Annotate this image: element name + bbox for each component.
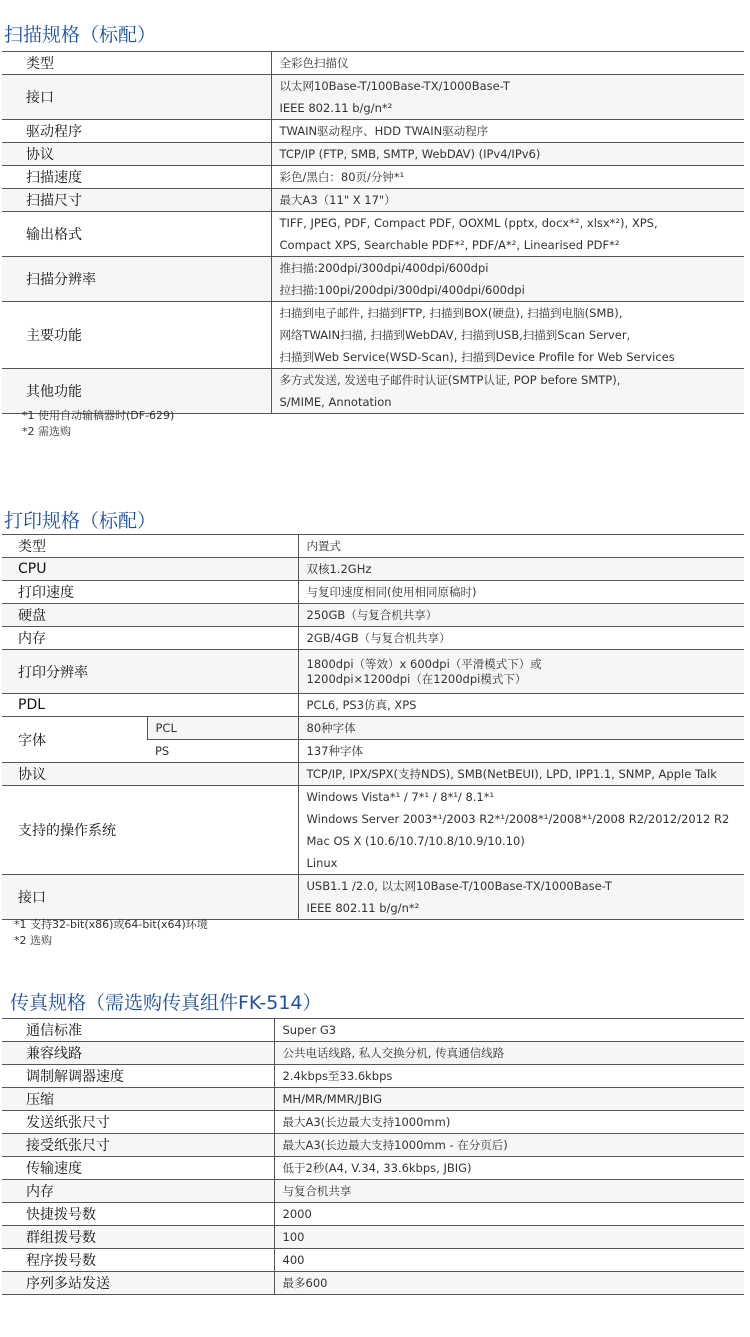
row-label: 压缩	[2, 1088, 274, 1111]
table-row	[2, 1272, 744, 1295]
row-value: 扫描到电子邮件, 扫描到FTP, 扫描到BOX(硬盘), 扫描到电脑(SMB), 网络TWAIN扫描, 扫描到WebDAV, 扫描到USB,扫描到Scan Server, 扫描到Web Service(WSD-Scan), 扫描到Device Profile for Web Services	[271, 302, 744, 369]
row-value: 80种字体	[298, 717, 744, 740]
row-label: 兼容线路	[2, 1042, 274, 1065]
row-value: 内置式	[298, 535, 744, 558]
table-row	[2, 369, 744, 414]
row-value: 100	[274, 1226, 744, 1249]
row-label: 通信标准	[2, 1019, 274, 1042]
row-value: 与复合机共享	[274, 1180, 744, 1203]
font-sub-label: PS	[147, 740, 298, 763]
table-row	[2, 581, 744, 604]
row-value: PCL6, PS3仿真, XPS	[298, 694, 744, 717]
table-row	[2, 1088, 744, 1111]
table-row	[2, 52, 744, 75]
row-label: 支持的操作系统	[2, 786, 298, 875]
row-label: 内存	[2, 627, 298, 650]
table-row	[2, 1249, 744, 1272]
row-value: 最大A3(长边最大支持1000mm)	[274, 1111, 744, 1134]
row-value: 以太网10Base-T/100Base-TX/1000Base-T IEEE 802.11 b/g/n*²	[271, 75, 744, 120]
fax-spec-table	[2, 1018, 744, 1295]
table-row	[2, 1157, 744, 1180]
row-value: 2.4kbps至33.6kbps	[274, 1065, 744, 1088]
row-label: 接口	[2, 875, 298, 920]
row-value: Windows Vista*¹ / 7*¹ / 8*¹/ 8.1*¹ Windows Server 2003*¹/2003 R2*¹/2008*¹/2008*¹/2008 R2/2012/2012 R2 Mac OS X (10.6/10.7/10.8/10.9/10.10) Linux	[298, 786, 744, 875]
row-value: 1800dpi（等效）x 600dpi（平滑模式下）或 1200dpi×1200dpi（在1200dpi模式下）	[298, 650, 744, 694]
table-row	[2, 189, 744, 212]
row-value: USB1.1 /2.0, 以太网10Base-T/100Base-TX/1000Base-T IEEE 802.11 b/g/n*²	[298, 875, 744, 920]
row-label: 接受纸张尺寸	[2, 1134, 274, 1157]
table-row	[2, 302, 744, 369]
row-label: PDL	[2, 694, 298, 717]
row-label: 扫描分辨率	[2, 257, 271, 302]
row-label: 驱动程序	[2, 120, 271, 143]
font-sub-label: PCL	[147, 717, 298, 740]
table-row	[2, 1180, 744, 1203]
scan-spec-table	[2, 51, 744, 414]
table-row	[2, 717, 744, 740]
row-label: 类型	[2, 535, 298, 558]
footnote: *1 使用自动输稿器时(DF-629)	[22, 409, 175, 422]
table-row	[2, 143, 744, 166]
row-label: 扫描尺寸	[2, 189, 271, 212]
footnote: *2 选购	[14, 934, 52, 947]
table-row	[2, 558, 744, 581]
row-label: 程序拨号数	[2, 1249, 274, 1272]
table-row	[2, 75, 744, 120]
row-label: 类型	[2, 52, 271, 75]
row-value: 400	[274, 1249, 744, 1272]
row-value: TWAIN驱动程序、HDD TWAIN驱动程序	[271, 120, 744, 143]
row-value: 推扫描:200dpi/300dpi/400dpi/600dpi 拉扫描:100pi/200dpi/300dpi/400dpi/600dpi	[271, 257, 744, 302]
row-label: 打印速度	[2, 581, 298, 604]
footnote: *2 需选购	[22, 425, 71, 438]
table-row	[2, 650, 744, 694]
row-value: 最大A3（11" X 17"）	[271, 189, 744, 212]
row-label: 序列多站发送	[2, 1272, 274, 1295]
print-notes	[14, 917, 208, 949]
table-row	[2, 166, 744, 189]
row-value: 双核1.2GHz	[298, 558, 744, 581]
row-label: 硬盘	[2, 604, 298, 627]
row-label: 主要功能	[2, 302, 271, 369]
row-value: 250GB（与复合机共享）	[298, 604, 744, 627]
row-label: 输出格式	[2, 212, 271, 257]
footnote: *1 支持32-bit(x86)或64-bit(x64)环境	[14, 918, 208, 931]
row-value: 公共电话线路, 私人交换分机, 传真通信线路	[274, 1042, 744, 1065]
row-label: 打印分辨率	[2, 650, 298, 694]
row-value: 多方式发送, 发送电子邮件时认证(SMTP认证, POP before SMTP), S/MIME, Annotation	[271, 369, 744, 414]
row-label: 传输速度	[2, 1157, 274, 1180]
table-row	[2, 212, 744, 257]
table-row	[2, 786, 744, 875]
row-value: MH/MR/MMR/JBIG	[274, 1088, 744, 1111]
print-spec-table	[2, 534, 744, 920]
table-row	[2, 875, 744, 920]
row-label: 接口	[2, 75, 271, 120]
table-row	[2, 120, 744, 143]
row-label: CPU	[2, 558, 298, 581]
row-value: 最大A3(长边最大支持1000mm - 在分页后)	[274, 1134, 744, 1157]
table-row	[2, 257, 744, 302]
row-value: 137种字体	[298, 740, 744, 763]
row-value: 与复印速度相同(使用相同原稿时)	[298, 581, 744, 604]
table-row	[2, 763, 744, 786]
row-value: TIFF, JPEG, PDF, Compact PDF, OOXML (pptx, docx*², xlsx*²), XPS, Compact XPS, Searchable PDF*², PDF/A*², Linearised PDF*²	[271, 212, 744, 257]
table-row	[2, 1203, 744, 1226]
table-row	[2, 1111, 744, 1134]
table-row	[2, 1065, 744, 1088]
row-value: 最多600	[274, 1272, 744, 1295]
table-row	[2, 1042, 744, 1065]
row-label: 其他功能	[2, 369, 271, 414]
row-label: 快捷拨号数	[2, 1203, 274, 1226]
fax-spec-title: 传真规格（需选购传真组件FK-514）	[10, 992, 322, 1014]
table-row	[2, 627, 744, 650]
row-label: 字体	[2, 717, 147, 763]
row-value: Super G3	[274, 1019, 744, 1042]
table-row	[2, 1226, 744, 1249]
row-value: 2000	[274, 1203, 744, 1226]
row-value: 彩色/黑白：80页/分钟*¹	[271, 166, 744, 189]
row-label: 调制解调器速度	[2, 1065, 274, 1088]
table-row	[2, 694, 744, 717]
print-spec-title: 打印规格（标配）	[4, 510, 157, 532]
table-row	[2, 1134, 744, 1157]
row-value: 2GB/4GB（与复合机共享）	[298, 627, 744, 650]
row-value: 低于2秒(A4, V.34, 33.6kbps, JBIG)	[274, 1157, 744, 1180]
row-label: 发送纸张尺寸	[2, 1111, 274, 1134]
row-label: 内存	[2, 1180, 274, 1203]
row-value: 全彩色扫描仪	[271, 52, 744, 75]
table-row	[2, 535, 744, 558]
row-label: 协议	[2, 143, 271, 166]
row-label: 扫描速度	[2, 166, 271, 189]
table-row	[2, 604, 744, 627]
scan-spec-title: 扫描规格（标配）	[4, 24, 157, 46]
scan-notes	[22, 408, 174, 440]
row-value: TCP/IP, IPX/SPX(支持NDS), SMB(NetBEUI), LPD, IPP1.1, SNMP, Apple Talk	[298, 763, 744, 786]
row-label: 群组拨号数	[2, 1226, 274, 1249]
table-row	[2, 1019, 744, 1042]
row-value: TCP/IP (FTP, SMB, SMTP, WebDAV) (IPv4/IPv6)	[271, 143, 744, 166]
row-label: 协议	[2, 763, 298, 786]
